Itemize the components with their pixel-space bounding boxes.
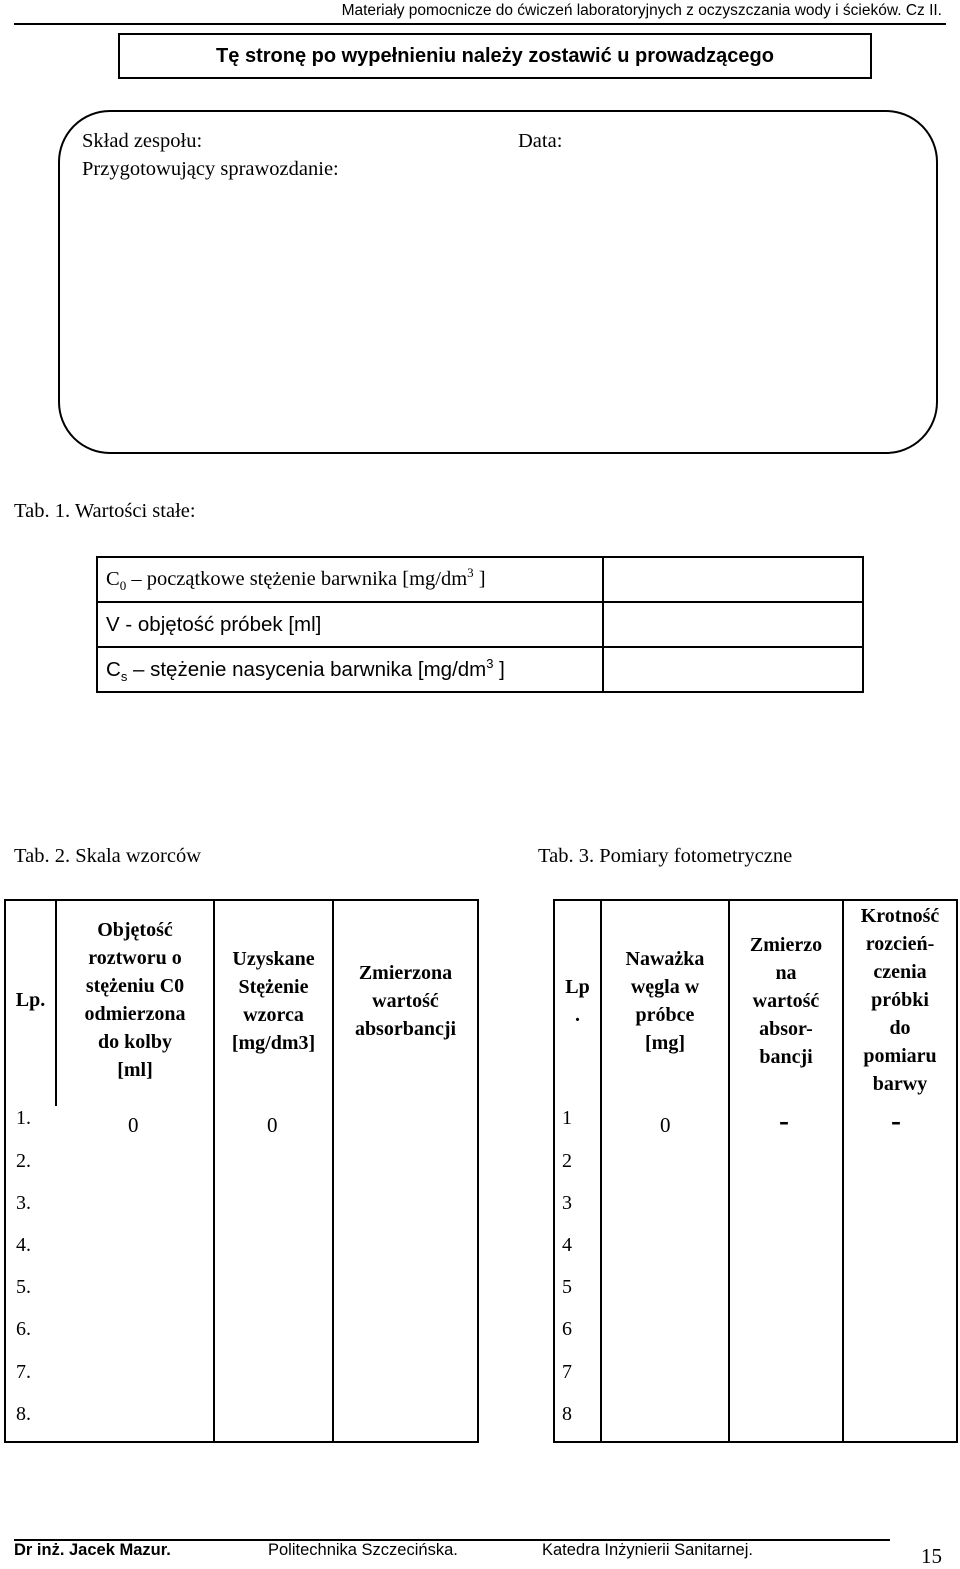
table2-caption: Tab. 2. Skala wzorców (14, 845, 201, 867)
footer-university: Politechnika Szczecińska. (268, 1541, 458, 1559)
lp-header: Lp . (565, 976, 590, 1026)
footer-department: Katedra Inżynierii Sanitarnej. (542, 1541, 753, 1559)
notice-box (118, 33, 872, 79)
row-number: 7. (16, 1361, 31, 1383)
row-number: 8. (16, 1403, 31, 1425)
constant-label: $C_0$ – początkowe stężenie barwnika [$mg/dm^3$ ] (97, 557, 603, 602)
row-number: 1. (16, 1107, 31, 1129)
row-number: 8 (562, 1403, 572, 1425)
author-label: Przygotowujący sprawozdanie: (82, 158, 339, 180)
volume-value: 0 (128, 1113, 139, 1137)
dilution-value: - (891, 1104, 901, 1137)
row-number: 6 (562, 1318, 572, 1340)
lp-header: Lp. (15, 989, 46, 1011)
row-number: 7 (562, 1361, 572, 1383)
row-number: 3. (16, 1192, 31, 1214)
table1-caption: Tab. 1. Wartości stałe: (14, 500, 196, 522)
constant-label: V - objętość próbek [ml] (97, 602, 603, 647)
notice-text: Tę stronę po wypełnieniu należy zostawić u prowadzącego (216, 44, 774, 67)
row-number: 2 (562, 1150, 572, 1172)
row-number: 5 (562, 1276, 572, 1298)
row-number: 3 (562, 1192, 572, 1214)
constant-value-field[interactable] (603, 647, 863, 692)
constant-label: $C_s$ – stężenie nasycenia barwnika [$mg/dm^3$ ] (97, 647, 603, 692)
footer-author: Dr inż. Jacek Mazur. (14, 1541, 171, 1559)
mass-header: Naważka węgla w próbce [mg] (625, 948, 705, 1054)
row-number: 2. (16, 1150, 31, 1172)
concentration-value: 0 (267, 1113, 278, 1137)
team-label: Skład zespołu: (82, 130, 203, 152)
table-row (97, 647, 863, 692)
row-number: 4 (562, 1234, 572, 1256)
concentration-header: Uzyskane Stężenie wzorca [mg/dm3] (231, 948, 316, 1054)
constants-table (96, 556, 864, 693)
absorbance-header: Zmierzona wartość absorbancji (354, 962, 457, 1040)
row-number: 4. (16, 1234, 31, 1256)
absorbance-header: Zmierzo na wartość absor- bancji (749, 934, 823, 1068)
dilution-header: Krotność rozcień- czenia próbki do pomiaru barwy (860, 905, 940, 1095)
row-number: 1 (562, 1107, 572, 1129)
row-number: 6. (16, 1318, 31, 1340)
constant-value-field[interactable] (603, 602, 863, 647)
mass-value: 0 (660, 1113, 671, 1137)
volume-header: Objętość roztworu o stężeniu C0 odmierzona do kolby [ml] (84, 919, 186, 1081)
date-label: Data: (518, 130, 563, 152)
page-number: 15 (921, 1544, 942, 1568)
row-number: 5. (16, 1276, 31, 1298)
header-rule (14, 23, 946, 25)
table3-caption: Tab. 3. Pomiary fotometryczne (538, 845, 793, 867)
course-title: Materiały pomocnicze do ćwiczeń laboratoryjnych z oczyszczania wody i ścieków. Cz II. (341, 2, 942, 19)
absorbance-value: - (779, 1104, 789, 1137)
table-row (97, 557, 863, 602)
constant-value-field[interactable] (603, 557, 863, 602)
table-row (97, 602, 863, 647)
